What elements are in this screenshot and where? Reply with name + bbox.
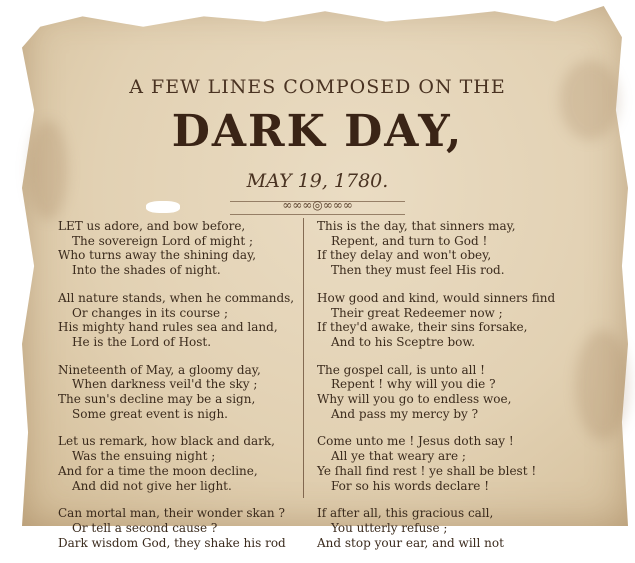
poem-line: And did not give her light.	[72, 478, 232, 493]
poem-line: How good and kind, would sinners find	[317, 290, 556, 305]
poem-line: All ye that weary are ;	[331, 449, 466, 464]
stanza	[58, 291, 303, 350]
poem-line: And for a time the moon decline,	[58, 463, 258, 478]
poem-line: He is the Lord of Host.	[72, 334, 212, 349]
poem-line: Or tell a second cause ?	[72, 520, 218, 535]
date-line: MAY 19, 1780.	[246, 170, 389, 192]
poem-line: You utterly refuse ;	[331, 520, 448, 535]
poem-line: Some great event is nigh.	[72, 406, 228, 421]
paper-hole	[0, 0, 60, 18]
poem-line: His mighty hand rules sea and land,	[58, 320, 278, 335]
stanza	[58, 219, 303, 278]
poem-line: And to his Sceptre bow.	[331, 334, 476, 349]
poem-line: And stop your ear, and will not	[317, 535, 504, 550]
poem-line: The gospel call, is unto all !	[317, 362, 485, 377]
poem-line: Repent, and turn to God !	[331, 233, 488, 248]
poem-line: If after all, this gracious call,	[317, 506, 494, 521]
title-line-2: DARK DAY,	[171, 106, 464, 157]
poem-line: Dark wisdom God, they shake his rod	[58, 535, 286, 550]
poem-line: If they'd awake, their sins forsake,	[317, 320, 528, 335]
poem-line: Ye ſhall find rest ! ye shall be blest !	[317, 463, 537, 478]
poem-line: For so his words declare !	[331, 478, 490, 493]
poem-line: Come unto me ! Jesus doth say !	[317, 434, 514, 449]
poem-line: Or changes in its course ;	[72, 305, 229, 320]
column-divider	[303, 218, 304, 498]
stanza	[317, 434, 562, 493]
poem-line: All nature stands, when he commands,	[58, 290, 295, 305]
title-line-1: A FEW LINES COMPOSED ON THE	[129, 76, 506, 98]
stanza	[317, 219, 562, 278]
poem-line: Their great Redeemer now ;	[331, 305, 503, 320]
stanza	[58, 506, 303, 550]
paper-stain	[575, 330, 630, 440]
poem-line: When darkness veil'd the sky ;	[72, 377, 258, 392]
poem-line: Repent ! why will you die ?	[331, 377, 496, 392]
stanza	[317, 291, 562, 350]
stanza	[58, 363, 303, 422]
stanza	[58, 434, 303, 493]
stanza	[317, 363, 562, 422]
poem-column-right	[317, 219, 562, 563]
poem-line: Into the shades of night.	[72, 263, 221, 278]
poem-line: This is the day, that sinners may,	[317, 219, 516, 233]
stanza	[317, 506, 562, 550]
poem-line: Was the ensuing night ;	[72, 449, 216, 464]
poem-line: And pass my mercy by ?	[331, 406, 479, 421]
poem-column-left	[58, 219, 303, 563]
poem-line: The sovereign Lord of might ;	[72, 233, 254, 248]
poem-line: LET us adore, and bow before,	[58, 219, 246, 233]
poem-line: Let us remark, how black and dark,	[58, 434, 275, 449]
poem-line: Why will you go to endless woe,	[317, 392, 512, 407]
poem-line: Nineteenth of May, a gloomy day,	[58, 362, 261, 377]
poem-line: Who turns away the shining day,	[58, 248, 257, 263]
poem-line: The sun's decline may be a sign,	[58, 392, 256, 407]
poem-line: If they delay and won't obey,	[317, 248, 492, 263]
poem-line: Can mortal man, their wonder skan ?	[58, 506, 285, 521]
ornament-glyph: ∞∞∞◎∞∞∞	[282, 198, 353, 212]
poem-line: Then they must feel His rod.	[331, 263, 505, 278]
